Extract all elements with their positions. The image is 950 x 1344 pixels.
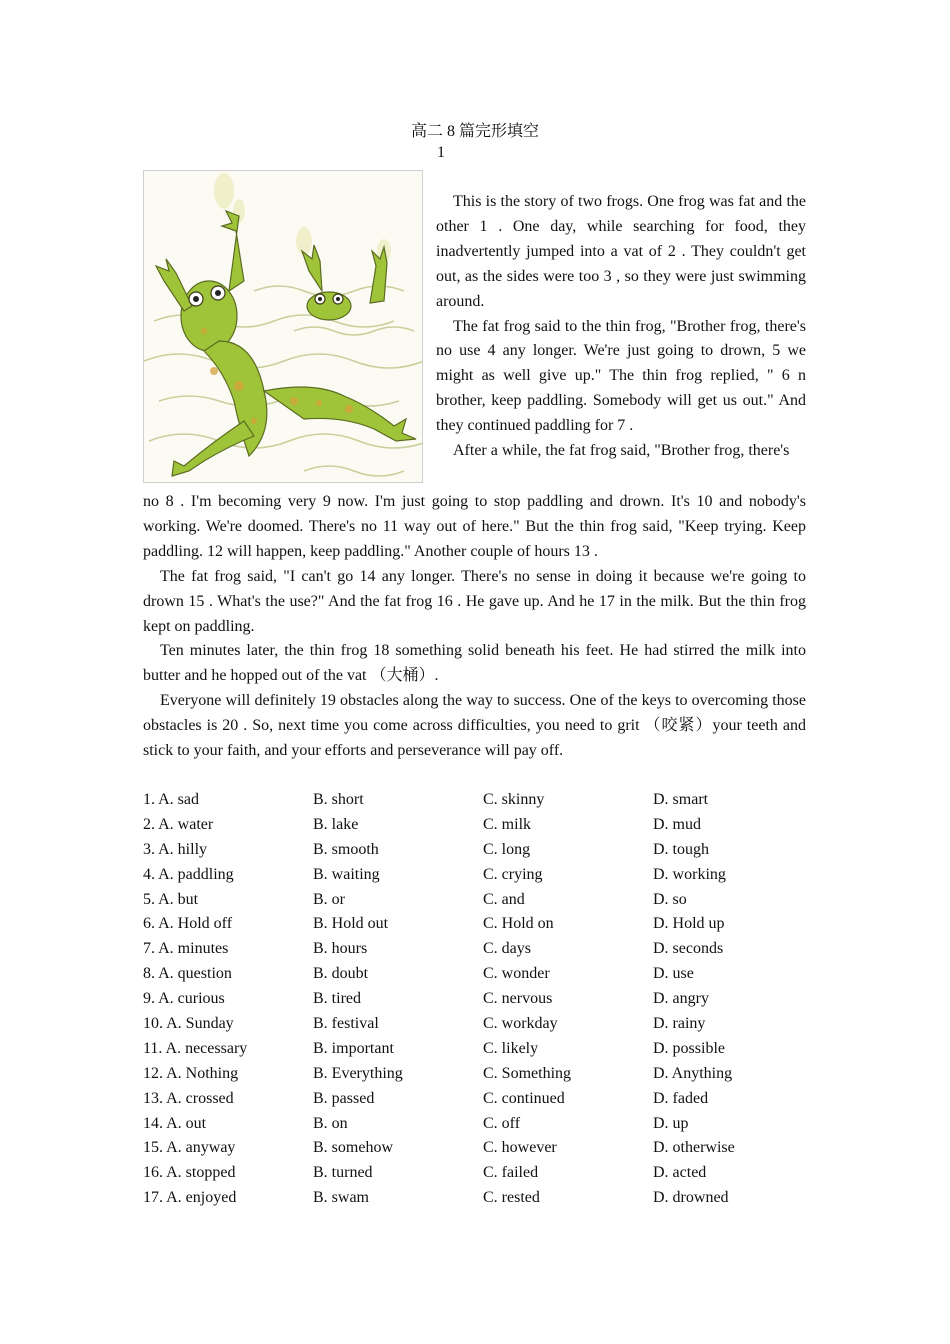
document-title: 高二 8 篇完形填空 [410, 123, 539, 140]
frogs-illustration [143, 170, 423, 483]
option-c: C. milk [483, 815, 532, 833]
paragraph: Everyone will definitely 19 obstacles along the way to success. One of the keys to overcoming those obstacles is 20 . So, next time you come across difficulties, you need to grit （咬紧）your teeth and stick to your faith, and your efforts and perseverance will pay off. [143, 692, 806, 760]
option-row [143, 1161, 823, 1186]
option-d: D. drowned [653, 1189, 729, 1207]
paragraph: This is the story of two frogs. One frog was fat and the other 1 . One day, while searching for food, they inadvertently jumped into a vat of 2 . They couldn't get out, as the sides were too 3 , so they were just swimming around. [436, 193, 806, 310]
option-row [143, 1087, 823, 1112]
option-row [143, 1037, 823, 1062]
option-d: D. Anything [653, 1064, 733, 1082]
option-d: D. seconds [653, 940, 724, 958]
option-d: D. possible [653, 1039, 725, 1057]
passage-full-section [143, 490, 806, 764]
option-d: D. up [653, 1114, 689, 1132]
option-c: C. Something [483, 1064, 572, 1082]
option-c: C. likely [483, 1039, 539, 1057]
option-a: 12. A. Nothing [143, 1064, 239, 1082]
option-row [143, 788, 823, 813]
option-a: 9. A. curious [143, 990, 225, 1008]
paragraph: no 8 . I'm becoming very 9 now. I'm just going to stop paddling and drown. It's 10 and nobody's working. We're doomed. There's no 11 way out of here." But the thin frog said, "Keep trying. Keep paddling. 12 will happen, keep paddling." Another couple of hours 13 . [143, 493, 806, 560]
option-row [143, 838, 823, 863]
option-row [143, 1186, 823, 1211]
option-row [143, 987, 823, 1012]
section-number: 1 [437, 144, 445, 161]
option-b: B. Hold out [313, 915, 389, 933]
option-c: C. Hold on [483, 915, 554, 933]
option-d: D. faded [653, 1089, 709, 1107]
option-d: D. smart [653, 791, 709, 808]
paragraph: The fat frog said, "I can't go 14 any longer. There's no sense in doing it because we're going to drown 15 . What's the use?" And the fat frog 16 . He gave up. And he 17 in the milk. But the thin frog kept on paddling. [143, 567, 806, 635]
answer-options [143, 788, 823, 1211]
option-row [143, 863, 823, 888]
option-a: 16. A. stopped [143, 1164, 236, 1182]
option-b: B. turned [313, 1164, 373, 1182]
option-b: B. Everything [313, 1064, 403, 1082]
option-a: 3. A. hilly [143, 840, 208, 858]
option-a: 5. A. but [143, 890, 199, 908]
option-c: C. days [483, 940, 531, 958]
option-a: 13. A. crossed [143, 1089, 234, 1107]
option-row [143, 888, 823, 913]
option-a: 6. A. Hold off [143, 915, 233, 933]
option-a: 8. A. question [143, 965, 232, 983]
option-d: D. working [653, 865, 726, 883]
option-c: C. however [483, 1139, 557, 1157]
option-row [143, 912, 823, 937]
option-b: B. doubt [313, 965, 369, 983]
option-d: D. so [653, 890, 687, 908]
option-b: B. hours [313, 940, 368, 958]
option-c: C. long [483, 840, 531, 858]
option-row [143, 962, 823, 987]
option-b: B. festival [313, 1015, 379, 1033]
option-d: D. otherwise [653, 1139, 735, 1157]
option-a: 4. A. paddling [143, 865, 234, 883]
option-a: 1. A. sad [143, 791, 199, 808]
option-row [143, 813, 823, 838]
option-b: B. or [313, 890, 345, 908]
option-a: 17. A. enjoyed [143, 1189, 237, 1207]
option-c: C. continued [483, 1089, 565, 1107]
option-b: B. on [313, 1114, 348, 1132]
option-row [143, 1062, 823, 1087]
option-b: B. lake [313, 815, 359, 833]
paragraph: After a while, the fat frog said, "Brother frog, there's [453, 442, 790, 460]
option-d: D. tough [653, 840, 709, 858]
option-row [143, 937, 823, 962]
option-c: C. skinny [483, 791, 545, 808]
option-b: B. smooth [313, 840, 379, 858]
option-a: 11. A. necessary [143, 1039, 248, 1057]
frogs-in-milk-image [144, 171, 423, 483]
option-row [143, 1012, 823, 1037]
option-d: D. acted [653, 1164, 707, 1182]
option-row [143, 1136, 823, 1161]
option-d: D. Hold up [653, 915, 725, 933]
option-c: C. failed [483, 1164, 539, 1182]
option-b: B. swam [313, 1189, 369, 1207]
option-a: 10. A. Sunday [143, 1015, 234, 1033]
option-c: C. workday [483, 1015, 558, 1033]
option-c: C. off [483, 1114, 521, 1132]
option-a: 7. A. minutes [143, 940, 229, 958]
option-a: 15. A. anyway [143, 1139, 236, 1157]
option-b: B. waiting [313, 865, 380, 883]
option-d: D. rainy [653, 1015, 706, 1033]
option-c: C. rested [483, 1189, 540, 1207]
option-c: C. crying [483, 865, 543, 883]
option-a: 14. A. out [143, 1114, 207, 1132]
option-b: B. important [313, 1039, 394, 1057]
paragraph: Ten minutes later, the thin frog 18 something solid beneath his feet. He had stirred the milk into butter and he hopped out of the vat （大桶）. [143, 642, 806, 685]
paragraph: The fat frog said to the thin frog, "Brother frog, there's no use 4 any longer. We're just going to drown, 5 we might as well give up." The thin frog replied, " 6 n brother, keep paddling. Somebody will get us out." And they continued paddling for 7 . [436, 317, 806, 435]
option-c: C. and [483, 890, 525, 908]
option-b: B. short [313, 791, 364, 808]
option-row [143, 1112, 823, 1137]
option-b: B. somehow [313, 1139, 393, 1157]
option-d: D. use [653, 965, 694, 983]
option-c: C. wonder [483, 965, 550, 983]
passage-wrapped-section [436, 190, 806, 464]
option-b: B. passed [313, 1089, 375, 1107]
option-a: 2. A. water [143, 815, 214, 833]
option-d: D. angry [653, 990, 709, 1008]
option-c: C. nervous [483, 990, 553, 1008]
option-b: B. tired [313, 990, 361, 1008]
option-d: D. mud [653, 815, 701, 833]
